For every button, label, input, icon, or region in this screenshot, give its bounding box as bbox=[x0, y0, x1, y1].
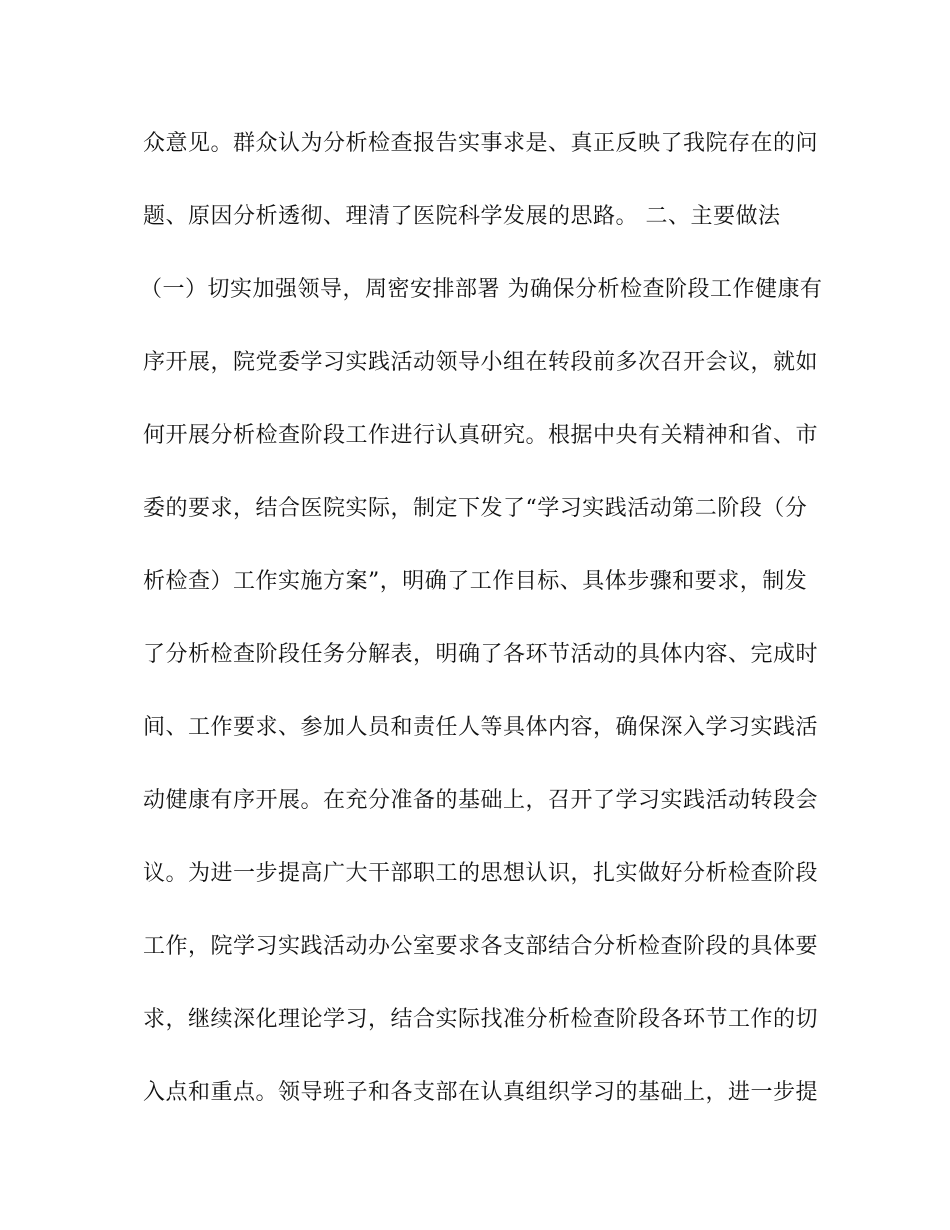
text-line: 议。为进一步提高广大干部职工的思想认识，扎实做好分析检查阶段 bbox=[143, 861, 819, 886]
text-line: 求，继续深化理论学习，结合实际找准分析检查阶段各环节工作的切 bbox=[143, 1007, 819, 1032]
text-line: 工作，院学习实践活动办公室要求各支部结合分析检查阶段的具体要 bbox=[143, 934, 819, 959]
text-line: 析检查）工作实施方案”，明确了工作目标、具体步骤和要求，制发 bbox=[143, 569, 808, 594]
text-line: 何开展分析检查阶段工作进行认真研究。根据中央有关精神和省、市 bbox=[143, 423, 819, 448]
section-heading-line: （一）切实加强领导，周密安排部署 为确保分析检查阶段工作健康有 bbox=[140, 277, 823, 302]
text-line: 众意见。群众认为分析检查报告实事求是、真正反映了我院存在的问 bbox=[143, 131, 819, 156]
text-line: 动健康有序开展。在充分准备的基础上，召开了学习实践活动转段会 bbox=[143, 788, 819, 813]
text-line: 了分析检查阶段任务分解表，明确了各环节活动的具体内容、完成时 bbox=[143, 642, 819, 667]
text-line: 入点和重点。领导班子和各支部在认真组织学习的基础上，进一步提 bbox=[143, 1080, 819, 1105]
text-line: 间、工作要求、参加人员和责任人等具体内容，确保深入学习实践活 bbox=[143, 715, 819, 740]
text-line: 序开展，院党委学习实践活动领导小组在转段前多次召开会议，就如 bbox=[143, 350, 819, 375]
text-line: 题、原因分析透彻、理清了医院科学发展的思路。 二、主要做法 bbox=[143, 204, 781, 229]
text-line: 委的要求，结合医院实际，制定下发了“学习实践活动第二阶段（分 bbox=[143, 496, 808, 521]
